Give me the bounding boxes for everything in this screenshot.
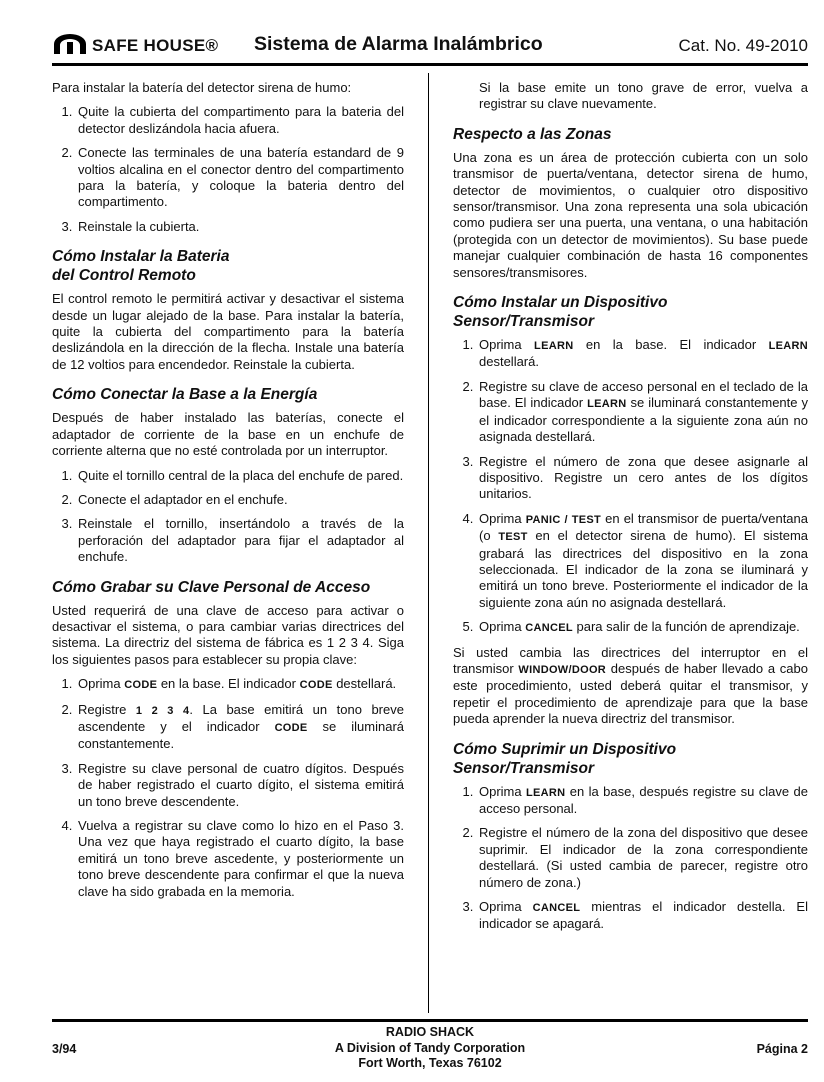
publisher-address: Fort Worth, Texas 76102 [358, 1056, 502, 1070]
list-item: 2. Registre el número de la zona del dispositivo que desee suprimir. El indicador de la zona correspondiente destellará. (Si usted cambia de parecer, registre otro número de zona.) [477, 825, 808, 891]
list-item: 3. Reinstale la cubierta. [76, 219, 404, 235]
error-paragraph: Si la base emite un tono grave de error, vuelva a registrar su clave nuevamente. [479, 80, 808, 112]
heading-zones: Respecto a las Zonas [453, 125, 612, 143]
list-item: 2. Conecte el adaptador en el enchufe. [76, 492, 404, 508]
list-item: 1. Quite el tornillo central de la placa del enchufe de pared. [76, 468, 404, 484]
page-title: Sistema de Alarma Inalámbrico [254, 33, 543, 55]
heading-power: Cómo Conectar la Base a la Energía [52, 386, 318, 404]
remove-steps [453, 784, 808, 933]
print-date: 3/94 [52, 1042, 77, 1056]
install-steps [453, 337, 808, 637]
list-item: 4. Oprima PANIC / TEST en el transmisor de puerta/ventana (o TEST en el detector sirena de humo). El sistema grabará las directrices del dispositivo en la zona seleccionada. El indicador de la zona se iluminará y emitirá un tono breve. Posteriormente el indicador de la siguiente zona aún no asignada destellará. [477, 511, 808, 611]
heading-remote-battery: Cómo Instalar la Bateria del Control Remoto [52, 248, 230, 285]
heading-remove-device: Cómo Suprimir un Dispositivo Sensor/Transmisor [453, 740, 677, 777]
list-item: 1. Oprima LEARN en la base. El indicador LEARN destellará. [477, 337, 808, 371]
right-column [453, 80, 808, 941]
code-paragraph: Usted requerirá de una clave de acceso para activar o desactivar el sistema, o para cambiar varias directrices del sistema. La directriz del sistema de fábrica es 1 2 3 4. Siga los siguientes pasos para establecer su propia clave: [52, 602, 404, 667]
battery-intro: Para instalar la batería del detector sirena de humo: [52, 80, 352, 95]
heading-access-code: Cómo Grabar su Clave Personal de Acceso [52, 578, 371, 596]
publisher-block [52, 1025, 808, 1072]
safe-house-logo-icon [52, 32, 88, 56]
list-item: 3. Registre el número de zona que desee asignarle al dispositivo. Registre un cero antes de los dígitos unitarios. [477, 454, 808, 503]
battery-steps [52, 104, 404, 235]
code-steps [52, 676, 404, 900]
brand-name: SAFE HOUSE® [92, 36, 219, 55]
power-paragraph: Después de haber instalado las baterías, conecte el adaptador de corriente de la base en un enchufe de corriente alterna que no esté controlada por un interruptor. [52, 410, 404, 459]
catalog-number: Cat. No. 49-2010 [678, 36, 808, 55]
column-divider [428, 73, 429, 1013]
list-item: 2. Registre su clave de acceso personal en el teclado de la base. El indicador LEARN se iluminará constantemente y el indicador correspondiente a la siguiente zona aún no asignada destellará. [477, 379, 808, 446]
publisher-name: RADIO SHACK [385, 1025, 475, 1039]
footer-rule [52, 1019, 808, 1022]
list-item: 3. Reinstale el tornillo, insertándolo a través de la perforación del adaptador para fijar el adaptador al enchufe. [76, 516, 404, 565]
page-number: Página 2 [756, 1042, 808, 1056]
remote-paragraph: El control remoto le permitirá activar y desactivar el sistema desde un lugar alejado de la base. Para instalar la batería, quite la cubierta del compartimento para la batería deslizándola en la dirección de la flecha. Instale una batería de 12 voltios para encendedor. Reinstale la cubierta. [52, 291, 404, 372]
list-item: 3. Registre su clave personal de cuatro dígitos. Después de haber registrado el cuarto dígito, el sistema emitirá un tono breve descendente. [76, 761, 404, 810]
switch-paragraph: Si usted cambia las directrices del interruptor en el transmisor WINDOW/DOOR después de haber llevado a cabo este procedimiento, usted deberá quitar el transmisor, y repetir el procedimiento de aprendizaje para que la base pueda aprender la nueva directriz del transmisor. [453, 644, 808, 727]
list-item: 2. Conecte las terminales de una batería estandard de 9 voltios alcalina en el conector dentro del compartimento para la batería, y coloque la bateria dentro del compartimento. [76, 145, 404, 211]
list-item: 3. Oprima CANCEL mientras el indicador destella. El indicador se apagará. [477, 899, 808, 933]
header-rule [52, 63, 808, 66]
power-steps [52, 468, 404, 566]
list-item: 4. Vuelva a registrar su clave como lo hizo en el Paso 3. Una vez que haya registrado el cuarto dígito, la base emitirá un tono breve ascedente, y posteriormente un tono breve descendente para confirmar el que la nueva clave ha sido grabada en la memoria. [76, 818, 404, 900]
list-item: 1. Oprima LEARN en la base, después registre su clave de acceso personal. [477, 784, 808, 818]
list-item: 1. Oprima CODE en la base. El indicador CODE destellará. [76, 676, 404, 693]
page-header [52, 30, 808, 62]
zones-paragraph: Una zona es un área de protección cubierta con un solo transmisor de puerta/ventana, detector sirena de humo, detector de movimientos, o cualquier otro dispositivo sensor/transmisor. Una zona representa una sola ubicación como pudiera ser una puerta, una ventana, o una habitación (protegida con un detector de movimientos). Su base puede manejar cualquier combinación de hasta 16 componentes sensores/transmisores. [453, 149, 808, 280]
publisher-division: A Division of Tandy Corporation [334, 1040, 526, 1055]
list-item: 2. Registre 1 2 3 4. La base emitirá un tono breve ascendente y el indicador CODE se iluminará constantemente. [76, 702, 404, 753]
list-item: 5. Oprima CANCEL para salir de la función de aprendizaje. [477, 619, 808, 636]
heading-install-device: Cómo Instalar un Dispositivo Sensor/Transmisor [453, 294, 668, 331]
list-item: 1. Quite la cubierta del compartimento para la bateria del detector deslizándola hacia afuera. [76, 104, 404, 137]
left-column [52, 80, 404, 908]
